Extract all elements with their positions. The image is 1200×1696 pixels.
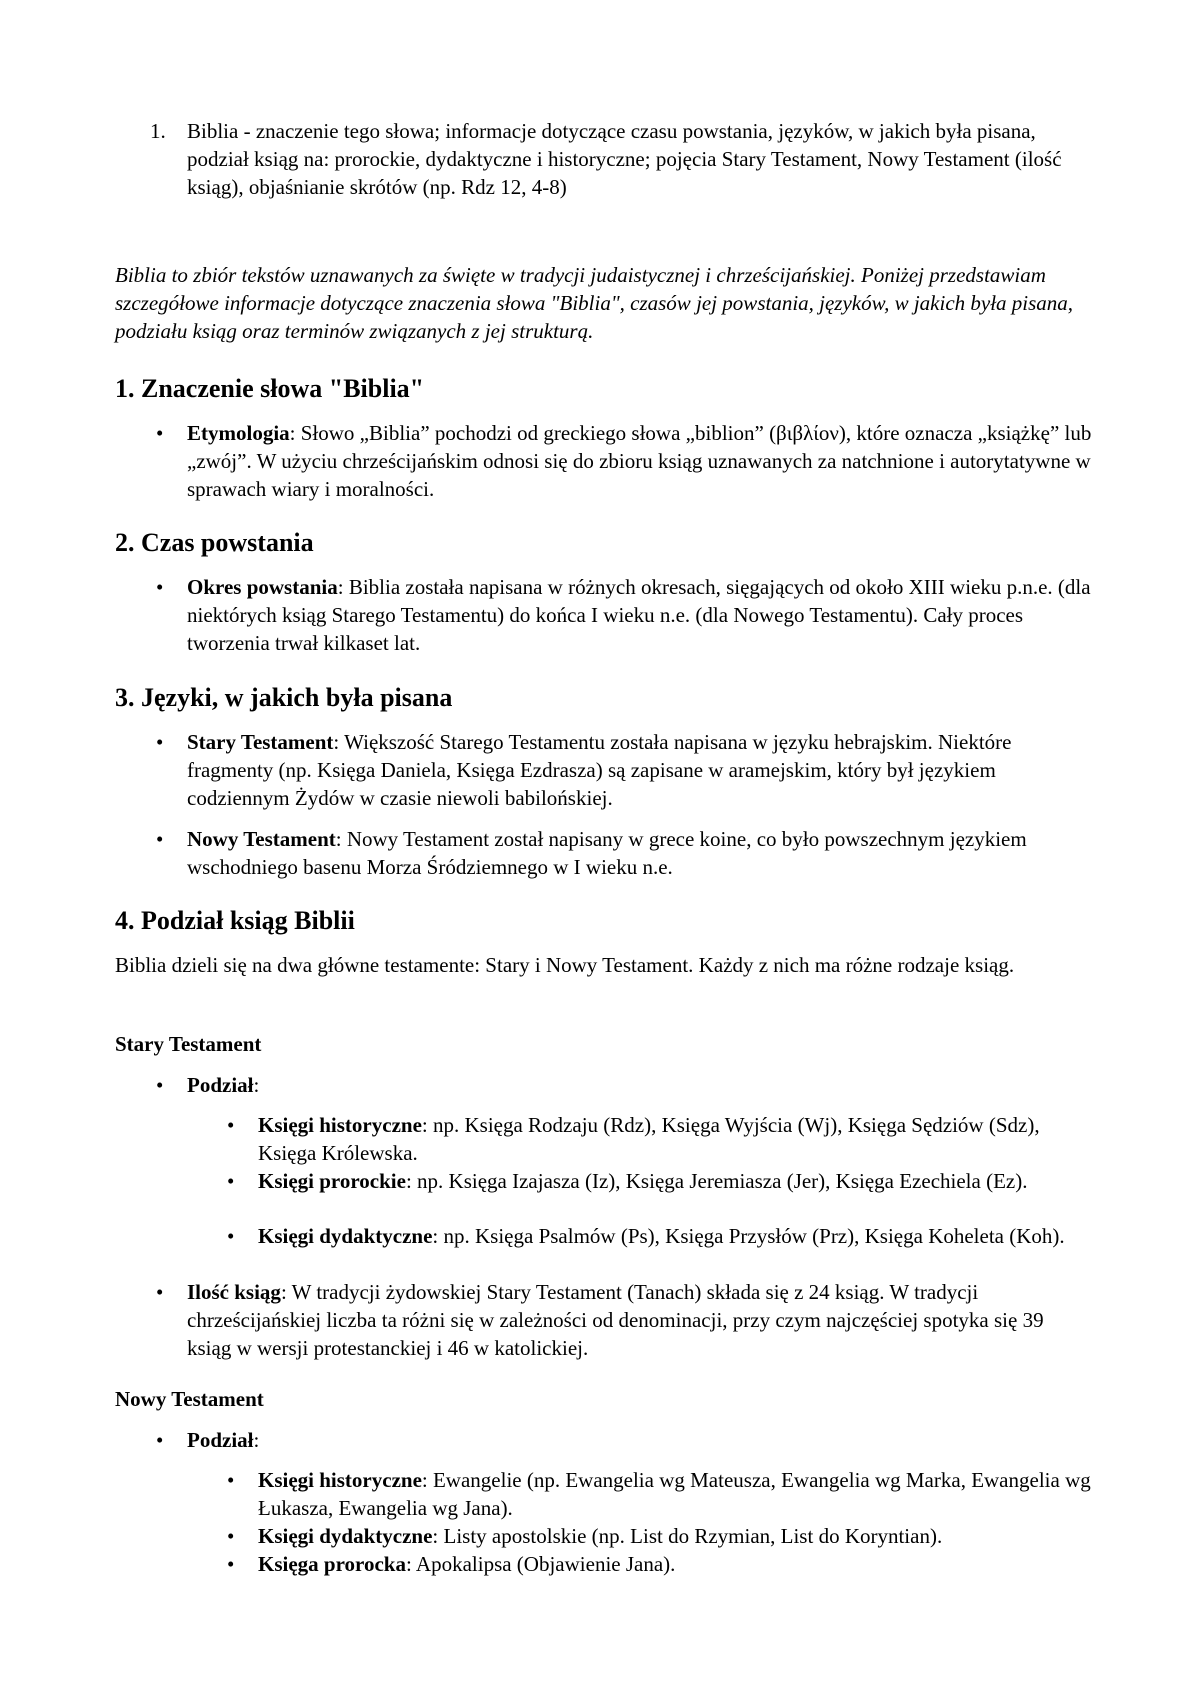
term-text: : Apokalipsa (Objawienie Jana). [405, 1552, 676, 1576]
term-label: Ilość ksiąg [187, 1280, 281, 1304]
bullet-icon: • [156, 730, 164, 754]
sub-list-item [227, 1466, 1093, 1522]
sub-list-item [227, 1522, 1093, 1550]
term-label: Księgi historyczne [258, 1113, 422, 1137]
bullet-icon: • [227, 1552, 235, 1576]
term-label: Księgi dydaktyczne [258, 1224, 433, 1248]
term-text: : Większość Starego Testamentu została napisana w języku hebrajskim. Niektóre fragmenty (np. Księga Daniela, Księga Ezdrasza) są zapisane w aramejskim, który był językiem codziennym Żydów w czasie niewoli babilońskiej. [187, 730, 1012, 810]
subheading-new-testament: Nowy Testament [115, 1387, 264, 1411]
sub-list-item [227, 1167, 1093, 1195]
list-item [156, 1071, 1092, 1099]
term-text: : W tradycji żydowskiej Stary Testament (Tanach) składa się z 24 ksiąg. W tradycji chrześcijańskiej liczba ta różni się w zależności od denominacji, przy czym najczęściej spotyka się 39 ksiąg w wersji protestanckiej i 46 w katolickiej. [187, 1280, 1044, 1360]
numbered-list-item [150, 117, 1090, 201]
bullet-icon: • [156, 1073, 164, 1097]
term-label: Etymologia [187, 421, 290, 445]
term-text: : np. Księga Psalmów (Ps), Księga Przysłów (Prz), Księga Koheleta (Koh). [432, 1224, 1065, 1248]
bullet-icon: • [227, 1468, 235, 1492]
term-label: Księgi historyczne [258, 1468, 422, 1492]
section-heading-division: 4. Podział ksiąg Biblii [115, 906, 355, 935]
term-text: : Listy apostolskie (np. List do Rzymian, List do Koryntian). [432, 1524, 943, 1548]
list-number: 1. [150, 119, 166, 143]
section-heading-languages: 3. Języki, w jakich była pisana [115, 683, 453, 712]
bullet-icon: • [227, 1169, 235, 1193]
term-text: : Nowy Testament został napisany w grece koine, co było powszechnym językiem wschodniego basenu Morza Śródziemnego w I wieku n.e. [187, 827, 1027, 879]
section-heading-meaning: 1. Znaczenie słowa "Biblia" [115, 374, 425, 403]
division-paragraph: Biblia dzieli się na dwa główne testamente: Stary i Nowy Testament. Każdy z nich ma różne rodzaje ksiąg. [115, 953, 1015, 977]
term-label: Księgi dydaktyczne [258, 1524, 433, 1548]
section-heading-time: 2. Czas powstania [115, 528, 314, 557]
bullet-icon: • [156, 421, 164, 445]
list-item [156, 728, 1092, 812]
bullet-icon: • [227, 1113, 235, 1137]
subheading-old-testament: Stary Testament [115, 1032, 262, 1056]
list-item-text: Biblia - znaczenie tego słowa; informacje dotyczące czasu powstania, języków, w jakich była pisana, podział ksiąg na: prorockie, dydaktyczne i historyczne; pojęcia Stary Testament, Nowy Testament (ilość ksiąg), objaśnianie skrótów (np. Rdz 12, 4-8) [187, 119, 1062, 199]
term-label: Okres powstania [187, 575, 338, 599]
sub-list-item [227, 1222, 1093, 1250]
list-item [156, 419, 1092, 503]
term-label: Stary Testament [187, 730, 334, 754]
bullet-icon: • [156, 1280, 164, 1304]
bullet-icon: • [156, 575, 164, 599]
term-text: : np. Księga Izajasza (Iz), Księga Jeremiasza (Jer), Księga Ezechiela (Ez). [405, 1169, 1028, 1193]
bullet-icon: • [227, 1224, 235, 1248]
term-text: : Biblia została napisana w różnych okresach, sięgających od około XIII wieku p.n.e. (dla niektórych ksiąg Starego Testamentu) do końca I wieku n.e. (dla Nowego Testamentu). Cały proces tworzenia trwał kilkaset lat. [187, 575, 1091, 655]
list-item [156, 1426, 1092, 1454]
bullet-icon: • [156, 827, 164, 851]
bullet-icon: • [156, 1428, 164, 1452]
term-text: : Ewangelie (np. Ewangelia wg Mateusza, Ewangelia wg Marka, Ewangelia wg Łukasza, Ewangelia wg Jana). [258, 1468, 1091, 1520]
term-text: : [253, 1073, 260, 1097]
list-item [156, 573, 1092, 657]
term-label: Podział [187, 1073, 254, 1097]
sub-list-item [227, 1550, 1093, 1578]
intro-paragraph: Biblia to zbiór tekstów uznawanych za święte w tradycji judaistycznej i chrześcijańskiej. Poniżej przedstawiam szczegółowe informacje dotyczące znaczenia słowa "Biblia", czasów jej powstania, języków, w jakich była pisana, podziału ksiąg oraz terminów związanych z jej strukturą. [115, 263, 1074, 343]
term-text: : [253, 1428, 260, 1452]
sub-list-item [227, 1111, 1093, 1167]
term-label: Podział [187, 1428, 254, 1452]
term-label: Nowy Testament [187, 827, 336, 851]
term-label: Księgi prorockie [258, 1169, 406, 1193]
bullet-icon: • [227, 1524, 235, 1548]
term-text: : np. Księga Rodzaju (Rdz), Księga Wyjścia (Wj), Księga Sędziów (Sdz), Księga Królewska. [258, 1113, 1040, 1165]
list-item [156, 1278, 1092, 1362]
term-text: : Słowo „Biblia” pochodzi od greckiego słowa „biblion” (βιβλίον), które oznacza „książkę” lub „zwój”. W użyciu chrześcijańskim odnosi się do zbioru ksiąg uznawanych za natchnione i autorytatywne w sprawach wiary i moralności. [187, 421, 1092, 501]
list-item [156, 825, 1092, 881]
term-label: Księga prorocka [258, 1552, 406, 1576]
